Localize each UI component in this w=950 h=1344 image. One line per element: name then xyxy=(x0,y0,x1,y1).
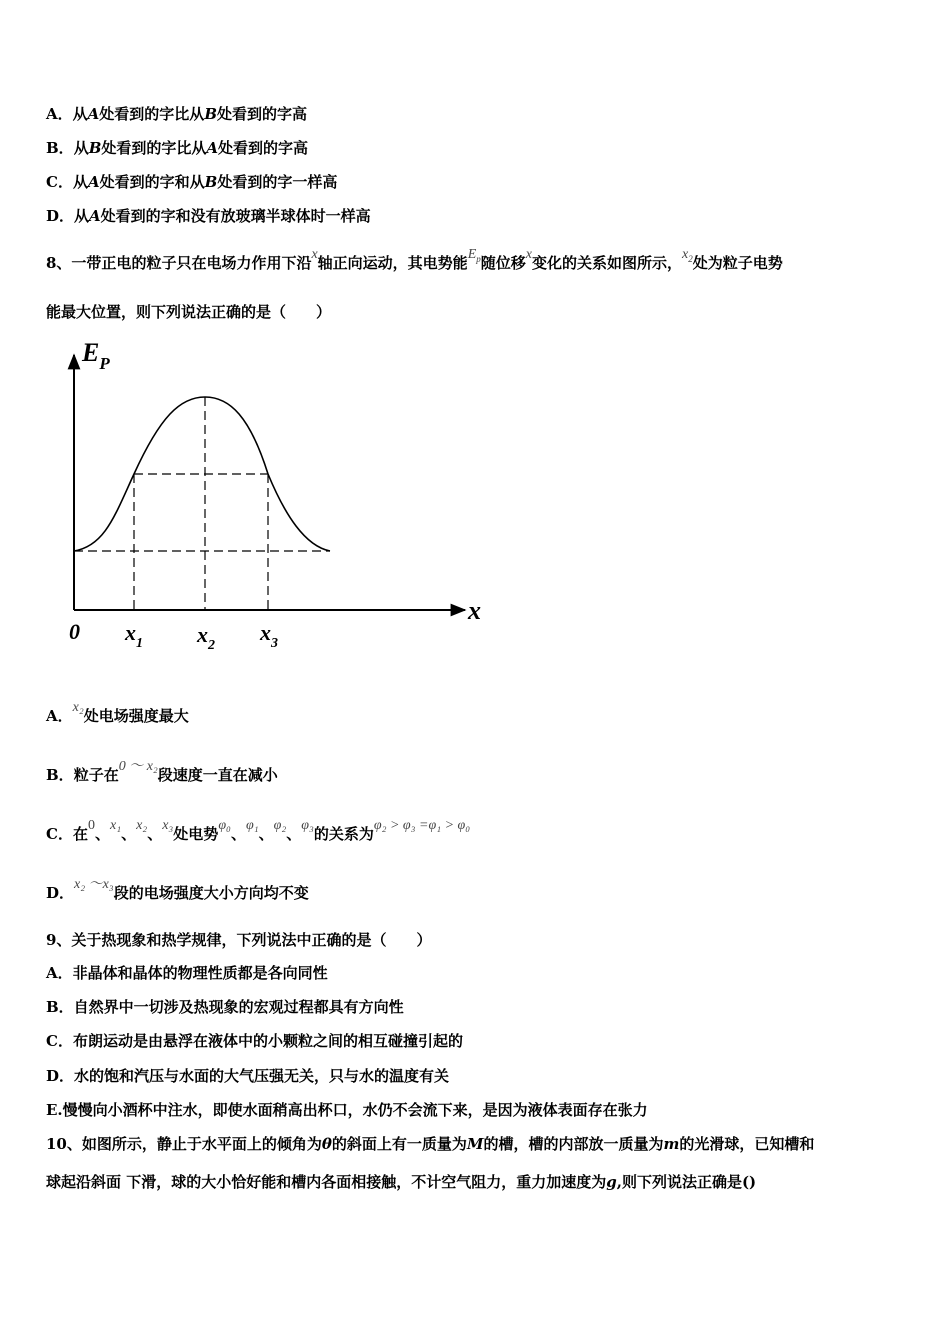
q8-option-c: C．在0、x₁、x₂、x₃处电势φ₀、φ₁、φ₂、φ₃的关系为φ₂ > φ₃ =φ₁ > φ₀ xyxy=(46,818,471,843)
tick-label-x3: $x_3$ xyxy=(260,620,278,651)
q8-stem-line2: 能最大位置，则下列说法正确的是（ ） xyxy=(46,303,332,321)
q9-option-a: A．非晶体和晶体的物理性质都是各向同性 xyxy=(46,964,328,982)
q8-option-b: B．粒子在0 ～ x₂段速度一直在减小 xyxy=(46,759,278,784)
x-axis-label: x xyxy=(468,596,481,625)
q8-option-d: D．x₂ ～x₃段的电场强度大小方向均不变 xyxy=(46,877,309,902)
x2-symbol: $x_2$ xyxy=(682,247,693,264)
origin-label: 0 xyxy=(69,619,80,644)
q7-option-a: A．从A处看到的字比从B处看到的字高 xyxy=(46,105,308,123)
ep-curve xyxy=(74,397,330,551)
q8-ep-x-graph xyxy=(60,335,500,665)
q9-stem: 9、关于热现象和热学规律，下列说法中正确的是（ ） xyxy=(46,931,432,949)
q9-option-c: C．布朗运动是由悬浮在液体中的小颗粒之间的相互碰撞引起的 xyxy=(46,1032,463,1050)
q7-option-b: B．从B处看到的字比从A处看到的字高 xyxy=(46,139,309,157)
q10-stem-line2: 球起沿斜面 下滑，球的大小恰好能和槽内各面相接触，不计空气阻力，重力加速度为g,则下列说法正确是() xyxy=(46,1173,757,1191)
q9-option-b: B．自然界中一切涉及热现象的宏观过程都具有方向性 xyxy=(46,998,404,1016)
y-axis-label: $E_P$ xyxy=(82,338,110,373)
tick-label-x2: $x_2$ xyxy=(197,622,215,653)
q9-option-d: D．水的饱和汽压与水面的大气压强无关，只与水的温度有关 xyxy=(46,1067,450,1085)
x-symbol: x xyxy=(311,247,318,262)
ep-symbol: $E_p$ xyxy=(467,247,481,264)
q7-option-c: C．从A处看到的字和从B处看到的字一样高 xyxy=(46,173,338,191)
q9-option-e: E.慢慢向小酒杯中注水，即使水面稍高出杯口，水仍不会流下来，是因为液体表面存在张力 xyxy=(46,1101,648,1119)
tick-label-x1: $x_1$ xyxy=(125,620,143,651)
q8-stem-line1: 8、一带正电的粒子只在电场力作用下沿x轴正向运动，其电势能$E_p$随位移x变化的关系如图所示，$x_2$处为粒子电势 xyxy=(46,247,783,272)
q8-option-a: A．x₂处电场强度最大 xyxy=(46,700,189,725)
q7-option-d: D．从A处看到的字和没有放玻璃半球体时一样高 xyxy=(46,207,371,225)
q10-stem-line1: 10、如图所示，静止于水平面上的倾角为θ的斜面上有一质量为M的槽，槽的内部放一质量为m的光滑球，已知槽和 xyxy=(46,1135,815,1153)
